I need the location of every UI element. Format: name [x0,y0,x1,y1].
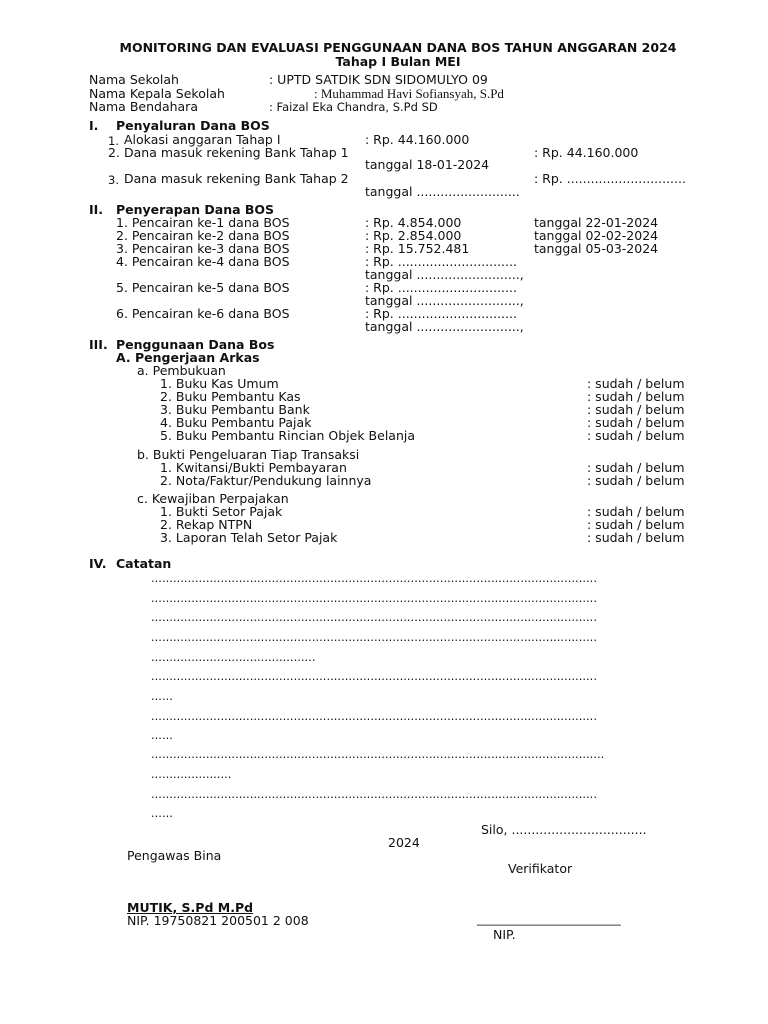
disbursement-1-date: tanggal 22-01-2024 [534,215,659,230]
bookkeeping-status-5: : sudah / belum [587,428,685,443]
bookkeeping-item-1: 1. Buku Kas Umum [160,376,279,391]
group-a-heading: a. Pembukuan [137,363,226,378]
notes-line-8: .......................................................................................................................... [151,709,597,723]
notes-line-5: ............................................. [151,650,316,664]
section3-number: III. [89,337,108,352]
supervisor-nip: NIP. 19750821 200501 2 008 [127,913,309,928]
notes-line-13: ...... [151,806,173,820]
disbursement-5-date: tanggal .........................., [365,293,524,308]
disbursement-5-value: : Rp. .............................. [365,280,517,295]
section4-heading: Catatan [116,556,172,571]
section1-item3-date: tanggal .......................... [365,184,520,199]
section3-subheading-a: A. Pengerjaan Arkas [116,350,260,365]
notes-line-2: .......................................................................................................................... [151,591,597,605]
disbursement-6-date: tanggal .........................., [365,319,524,334]
section2-heading: Penyerapan Dana BOS [116,202,275,217]
principal-label: Nama Kepala Sekolah [89,86,225,101]
bookkeeping-item-3: 3. Buku Pembantu Bank [160,402,310,417]
document-title: MONITORING DAN EVALUASI PENGGUNAAN DANA BOS TAHUN ANGGARAN 2024 [119,40,677,55]
tax-item-3: 3. Laporan Telah Setor Pajak [160,530,338,545]
notes-line-12: .......................................................................................................................... [151,787,597,801]
supervisor-title: Pengawas Bina [127,848,222,863]
disbursement-4-label: 4. Pencairan ke-4 dana BOS [116,254,290,269]
section1-item2-label: Dana masuk rekening Bank Tahap 1 [124,145,349,160]
section1-item3-label: Dana masuk rekening Bank Tahap 2 [124,171,349,186]
evidence-item-1: 1. Kwitansi/Bukti Pembayaran [160,460,347,475]
school-label: Nama Sekolah [89,72,179,87]
disbursement-5-label: 5. Pencairan ke-5 dana BOS [116,280,290,295]
notes-line-11: ...................... [151,767,232,781]
evidence-item-2: 2. Nota/Faktur/Pendukung lainnya [160,473,372,488]
disbursement-4-date: tanggal .........................., [365,267,524,282]
signature-year: 2024 [388,835,420,850]
bookkeeping-status-1: : sudah / belum [587,376,685,391]
bookkeeping-status-2: : sudah / belum [587,389,685,404]
disbursement-3-date: tanggal 05-03-2024 [534,241,659,256]
disbursement-1-value: : Rp. 4.854.000 [365,215,462,230]
disbursement-2-label: 2. Pencairan ke-2 dana BOS [116,228,290,243]
verifier-nip: NIP. [493,927,516,942]
evidence-status-1: : sudah / belum [587,460,685,475]
section3-heading: Penggunaan Dana Bos [116,337,275,352]
notes-line-10: ............................................................................................................................ [151,747,605,761]
disbursement-1-label: 1. Pencairan ke-1 dana BOS [116,215,290,230]
disbursement-3-value: : Rp. 15.752.481 [365,241,470,256]
notes-line-3: .......................................................................................................................... [151,610,597,624]
section1-number: I. [89,118,99,133]
bookkeeping-item-5: 5. Buku Pembantu Rincian Objek Belanja [160,428,416,443]
section1-item1-label: Alokasi anggaran Tahap I [124,132,281,147]
group-c-heading: c. Kewajiban Perpajakan [137,491,289,506]
treasurer-label: Nama Bendahara [89,99,198,114]
notes-line-7: ...... [151,689,173,703]
bookkeeping-item-2: 2. Buku Pembantu Kas [160,389,301,404]
group-b-heading: b. Bukti Pengeluaran Tiap Transaksi [137,447,360,462]
document-subtitle: Tahap I Bulan MEI [335,54,461,69]
verifier-signature-line: _________________________ [477,912,621,926]
section1-heading: Penyaluran Dana BOS [116,118,270,133]
treasurer-value: : Faizal Eka Chandra, S.Pd SD [269,100,438,114]
section1-item3-number: 3. [108,173,119,187]
school-value: : UPTD SATDIK SDN SIDOMULYO 09 [269,72,488,87]
notes-line-9: ...... [151,728,173,742]
tax-status-3: : sudah / belum [587,530,685,545]
tax-item-1: 1. Bukti Setor Pajak [160,504,283,519]
bookkeeping-item-4: 4. Buku Pembantu Pajak [160,415,312,430]
principal-value: : Muhammad Havi Sofiansyah, S.Pd [314,86,504,101]
disbursement-6-label: 6. Pencairan ke-6 dana BOS [116,306,290,321]
place-date: Silo, .................................. [481,822,647,837]
section1-item3-value: : Rp. .............................. [534,171,686,186]
disbursement-6-value: : Rp. .............................. [365,306,517,321]
section1-item1-number: 1. [108,134,119,148]
disbursement-4-value: : Rp. .............................. [365,254,517,269]
tax-status-2: : sudah / belum [587,517,685,532]
disbursement-2-value: : Rp. 2.854.000 [365,228,462,243]
notes-line-6: .......................................................................................................................... [151,669,597,683]
bookkeeping-status-4: : sudah / belum [587,415,685,430]
bookkeeping-status-3: : sudah / belum [587,402,685,417]
supervisor-name: MUTIK, S.Pd M.Pd [127,900,254,915]
notes-line-1: .......................................................................................................................... [151,571,597,585]
section2-number: II. [89,202,104,217]
verifier-title: Verifikator [508,861,573,876]
section1-item1-value: : Rp. 44.160.000 [365,132,470,147]
section4-number: IV. [89,556,107,571]
disbursement-3-label: 3. Pencairan ke-3 dana BOS [116,241,290,256]
tax-item-2: 2. Rekap NTPN [160,517,253,532]
section1-item2-number: 2. [108,145,120,160]
tax-status-1: : sudah / belum [587,504,685,519]
notes-line-4: .......................................................................................................................... [151,630,597,644]
disbursement-2-date: tanggal 02-02-2024 [534,228,659,243]
evidence-status-2: : sudah / belum [587,473,685,488]
section1-item2-value: : Rp. 44.160.000 [534,145,639,160]
section1-item2-date: tanggal 18-01-2024 [365,157,490,172]
